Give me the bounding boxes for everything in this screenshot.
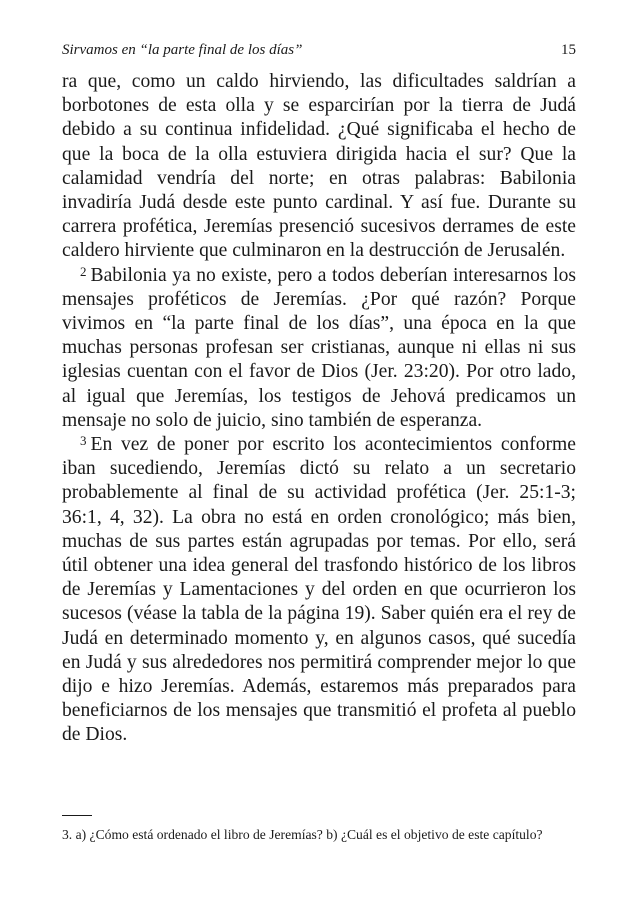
paragraph-number: 2 [80,263,87,279]
paragraph-3 [62,433,576,748]
page-number: 15 [561,42,576,58]
paragraph-number: 3 [80,433,87,449]
paragraph-continued [62,70,576,264]
running-head [62,40,576,60]
paragraph-text: ra que, como un caldo hirviendo, las dificultades saldrían a borbotones de esta olla y se esparcirían por la tierra de Judá debido a su continua infidelidad. ¿Qué significaba el hecho de que la boca de la olla estuviera dirigida hacia el sur? Que la calamidad vendría del norte; en otras palabras: Babilonia invadiría Judá desde este punto cardinal. Y así fue. Durante su carrera profética, Jeremías presenció sucesivos derrames de este caldero hirviente que culminaron en la destrucción de Jerusalén. [62,71,576,262]
footnote-divider [62,815,92,816]
running-title: Sirvamos en “la parte final de los días” [62,42,303,58]
paragraph-text: Babilonia ya no existe, pero a todos deberían interesarnos los mensajes proféticos de Jeremías. ¿Por qué razón? Porque vivimos en “la parte final de los días”, una época en la que muchas personas profesan ser cristianas, aunque ni ellas ni sus iglesias cuentan con el favor de Dios (Jer. 23:20). Por otro lado, al igual que Jeremías, los testigos de Jehová predicamos un mensaje no solo de juicio, sino también de esperanza. [62,264,576,431]
body-text [62,70,576,748]
paragraph-2 [62,264,576,433]
paragraph-text: En vez de poner por escrito los acontecimientos conforme iban sucediendo, Jeremías dictó su relato a un secretario probablemente al final de su actividad profética (Jer. 25:1-3; 36:1, 4, 32). La obra no está en orden cronológico; más bien, muchas de sus partes están agrupadas por temas. Por ello, será útil obtener una idea general del trasfondo histórico de los libros de Jeremías y Lamentaciones y del orden en que ocurrieron los sucesos (véase la tabla de la página 19). Saber quién era el rey de Judá en determinado momento y, en algunos casos, qué sucedía en Judá y sus alrededores nos permitirá comprender mejor lo que dijo e hizo Jeremías. Además, estaremos más preparados para beneficiarnos de los mensajes que transmitió el profeta al pueblo de Dios. [62,434,576,746]
footnote: 3. a) ¿Cómo está ordenado el libro de Jeremías? b) ¿Cuál es el objetivo de este capítulo? [62,827,543,842]
